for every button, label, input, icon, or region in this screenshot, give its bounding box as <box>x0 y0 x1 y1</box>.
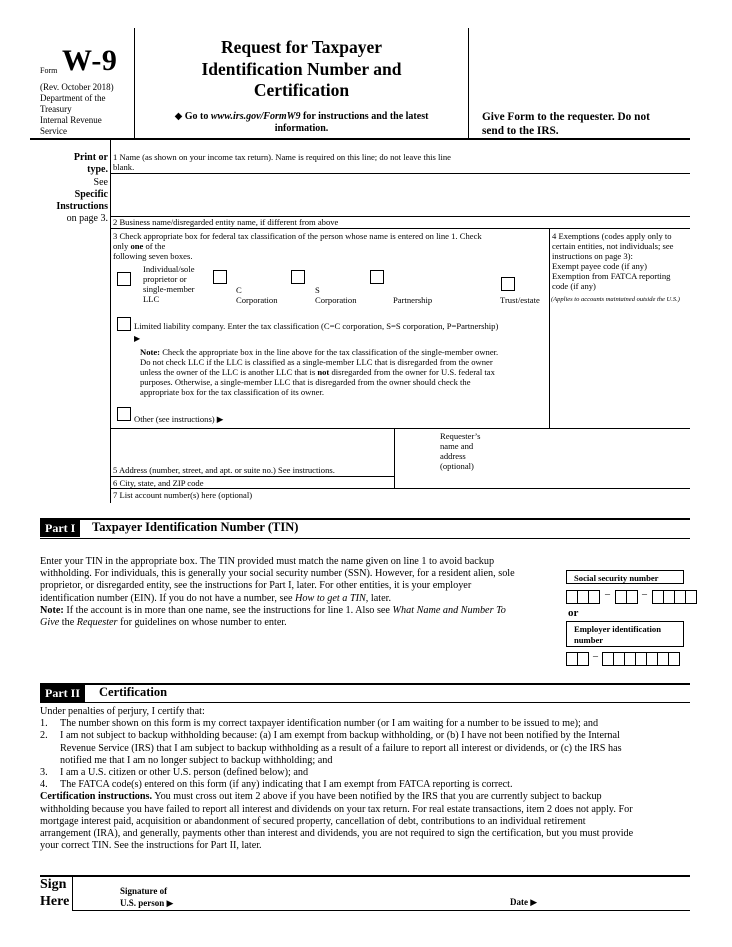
line5-label: 5 Address (number, street, and apt. or suite no.) See instructions. <box>113 465 335 475</box>
s-corporation-label: S Corporation <box>315 285 357 305</box>
revision-date: (Rev. October 2018) <box>40 82 114 92</box>
partnership-checkbox[interactable] <box>370 270 384 284</box>
ssn-input[interactable]: – – <box>566 590 690 606</box>
llc-arrow-icon: ▶ <box>134 334 141 343</box>
name-input[interactable] <box>113 175 688 215</box>
or-label: or <box>568 607 579 619</box>
partnership-label: Partnership <box>393 295 433 305</box>
department-line2: Treasury <box>40 104 72 114</box>
ein-label: Employer identification number <box>566 621 684 647</box>
print-or-type-label: Print or type. See Specific Instructions on page 3. <box>56 152 108 225</box>
other-label: Other (see instructions) ▶ <box>134 414 224 424</box>
line2-label: 2 Business name/disregarded entity name, if different from above <box>113 217 339 227</box>
fatca-note: (Applies to accounts maintained outside the U.S.) <box>551 296 680 303</box>
trust-estate-label: Trust/estate <box>500 295 540 305</box>
llc-label: Limited liability company. Enter the tax classification (C=C corporation, S=S corporation, P=Partnership) <box>134 321 499 331</box>
ssn-label: Social security number <box>566 570 684 584</box>
signature-field[interactable] <box>185 882 505 908</box>
line3-label: 3 Check appropriate box for federal tax classification of the person whose name is entered on line 1. Check only one of the following seven boxes. <box>113 231 482 261</box>
diamond-icon: ◆ <box>174 111 183 122</box>
irs-url-link[interactable]: www.irs.gov/FormW9 <box>210 111 301 122</box>
form-title: Request for Taxpayer Identification Number and Certification <box>201 37 402 100</box>
llc-checkbox[interactable] <box>117 317 131 331</box>
ein-input[interactable]: – <box>566 652 690 668</box>
c-corporation-checkbox[interactable] <box>213 270 227 284</box>
individual-checkbox[interactable] <box>117 272 131 286</box>
part1-title: Taxpayer Identification Number (TIN) <box>92 520 299 534</box>
line1-label: 1 Name (as shown on your income tax return). Name is required on this line; do not leave this line blank. <box>113 152 451 172</box>
form-number: W-9 <box>62 44 118 77</box>
give-form-note: Give Form to the requester. Do not send to the IRS. <box>482 111 650 137</box>
sign-here-label: Sign Here <box>40 877 70 909</box>
part2-label: Part II <box>40 685 85 702</box>
goto-instructions: ◆ Go to www.irs.gov/FormW9 for instructions and the latest information. <box>174 111 429 134</box>
date-field[interactable] <box>545 882 685 908</box>
certification-text: Under penalties of perjury, I certify that: 1. The number shown on this form is my correct taxpayer identification number (or I am waiting for a number to be issued to me); and 2. I am not subject to backup withholding because: (a) I am exempt from backup withholding, or (b) I have not been notified by the Internal Revenue Service (IRS) that I am subject to backup withholding as a result of a failure to report all interest or dividends, or (c) the IRS has notified me that I am no longer subject to backup withholding; and 3. I am a U.S. citizen or other U.S. person (defined below); and 4. The FATCA code(s) entered on this form (if any) indicating that I am exempt from FATCA reporting is correct. Certification instructions. You must cross out item 2 above if you have been notified by the IRS that you are currently subject to backup withholding because you have failed to report all interest and dividends on your tax return. For real estate transactions, item 2 does not apply. For mortgage interest paid, acquisition or abandonment of secured property, cancellation of debt, contributions to an individual retirement arrangement (IRA), and generally, payments other than interest and dividends, you are not required to sign the certification, but you must provide your correct TIN. See the instructions for Part II, later. <box>40 706 634 852</box>
irs-line1: Internal Revenue <box>40 115 102 125</box>
form-word: Form <box>40 66 58 75</box>
s-corporation-checkbox[interactable] <box>291 270 305 284</box>
llc-note: Note: Check the appropriate box in the line above for the tax classification of the single-member owner. Do not check LLC if the LLC is classified as a single-member LLC that is disregarded from the owner unless the owner of the LLC is another LLC that is not disregarded from the owner for U.S. federal tax purposes. Otherwise, a single-member LLC that is disregarded from the owner should check the appropriate box for the tax classification of its owner. <box>140 347 499 397</box>
other-checkbox[interactable] <box>117 407 131 421</box>
c-corporation-label: C Corporation <box>236 285 278 305</box>
irs-line2: Service <box>40 126 67 136</box>
line7-label: 7 List account number(s) here (optional) <box>113 490 253 500</box>
department-line1: Department of the <box>40 93 106 103</box>
signature-label: Signature of U.S. person ▶ <box>120 886 174 908</box>
trust-estate-checkbox[interactable] <box>501 277 515 291</box>
date-label: Date ▶ <box>510 897 538 907</box>
exemptions-label: 4 Exemptions (codes apply only to certain entities, not individuals; see instructions on page 3): Exempt payee code (if any) Exemption from FATCA reporting code (if any) <box>552 231 674 291</box>
individual-label: Individual/sole proprietor or single-member LLC <box>143 264 195 304</box>
part2-title: Certification <box>99 685 168 699</box>
part1-instructions: Enter your TIN in the appropriate box. The TIN provided must match the name given on line 1 to avoid backup withholding. For individuals, this is generally your social security number (SSN). However, for a resident alien, sole proprietor, or disregarded entity, see the instructions for Part I, later. For other entities, it is your employer identification number (EIN). If you do not have a number, see How to get a TIN, later. Note: If the account is in more than one name, see the instructions for line 1. Also see What Name and Number To Give the Requester for guidelines on whose number to enter. <box>40 556 515 629</box>
line6-label: 6 City, state, and ZIP code <box>113 478 204 488</box>
requester-label: Requester’s name and address (optional) <box>440 431 481 471</box>
part1-label: Part I <box>40 520 80 537</box>
